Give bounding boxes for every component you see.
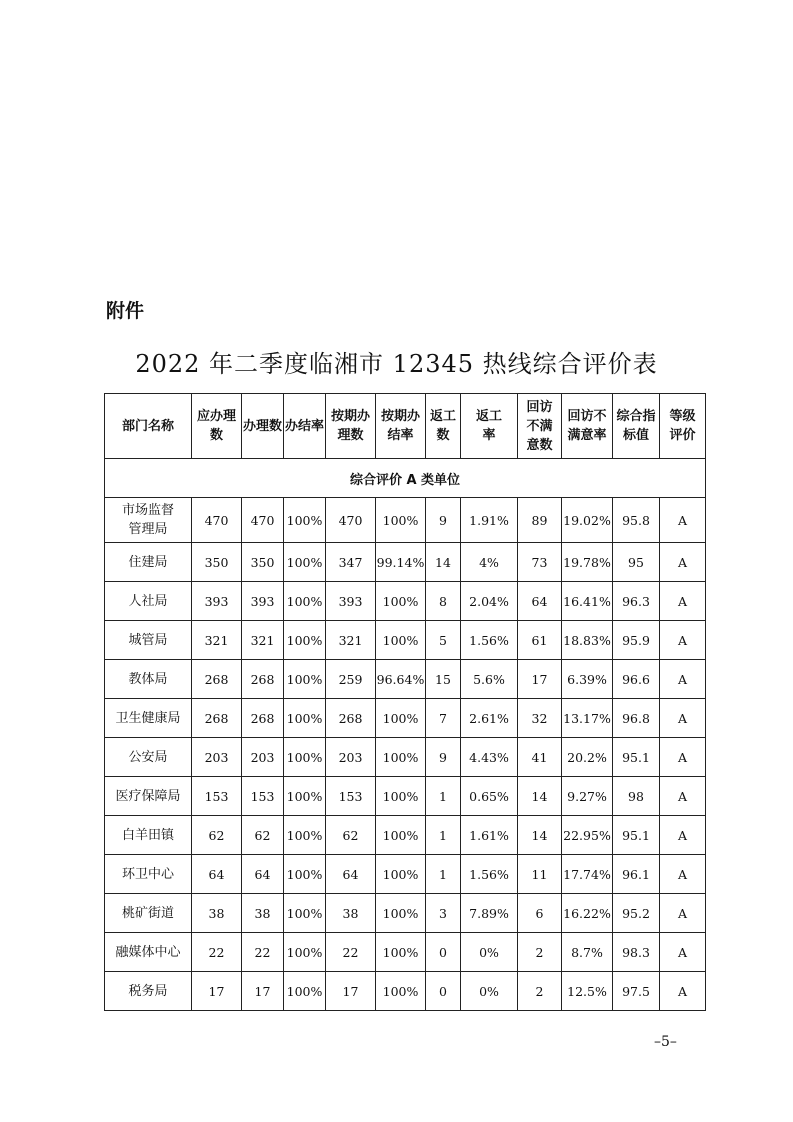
- table-row: [105, 621, 706, 660]
- table-cell: 98.3: [613, 933, 660, 972]
- table-row: [105, 498, 706, 543]
- column-header: 返工 数: [426, 394, 461, 459]
- table-cell: 0%: [461, 933, 518, 972]
- table-cell: A: [660, 543, 706, 582]
- table-cell: 100%: [284, 699, 326, 738]
- table-cell: 22: [326, 933, 376, 972]
- table-cell: 153: [192, 777, 242, 816]
- table-cell: 0: [426, 933, 461, 972]
- table-cell: 321: [192, 621, 242, 660]
- table-cell: 19.02%: [562, 498, 613, 543]
- table-cell: 41: [518, 738, 562, 777]
- table-cell: 1: [426, 855, 461, 894]
- table-cell: 347: [326, 543, 376, 582]
- table-row: [105, 699, 706, 738]
- section-label: 综合评价 A 类单位: [105, 459, 706, 498]
- table-cell: 96.6: [613, 660, 660, 699]
- table-cell: 8.7%: [562, 933, 613, 972]
- table-cell: 100%: [376, 582, 426, 621]
- table-cell: 19.78%: [562, 543, 613, 582]
- table-cell: 100%: [284, 855, 326, 894]
- table-cell: 0: [426, 972, 461, 1011]
- table-cell: 100%: [284, 816, 326, 855]
- table-cell: 38: [242, 894, 284, 933]
- table-cell: 38: [192, 894, 242, 933]
- table-cell: A: [660, 738, 706, 777]
- table-cell: 100%: [284, 660, 326, 699]
- department-name-cell: 教体局: [105, 660, 192, 699]
- page-number: –5–: [654, 1034, 677, 1050]
- table-row: [105, 777, 706, 816]
- department-name-cell: 税务局: [105, 972, 192, 1011]
- table-cell: 100%: [376, 855, 426, 894]
- department-name-cell: 市场监督 管理局: [105, 498, 192, 543]
- table-cell: 64: [192, 855, 242, 894]
- table-cell: 100%: [284, 738, 326, 777]
- table-cell: A: [660, 582, 706, 621]
- document-title: 2022 年二季度临湘市 12345 热线综合评价表: [135, 350, 658, 378]
- table-body: [105, 459, 706, 1011]
- table-cell: A: [660, 894, 706, 933]
- table-cell: 7: [426, 699, 461, 738]
- table-cell: 100%: [376, 933, 426, 972]
- table-cell: 14: [426, 543, 461, 582]
- table-cell: 321: [242, 621, 284, 660]
- table-cell: 2.61%: [461, 699, 518, 738]
- table-cell: 268: [192, 660, 242, 699]
- department-name-cell: 卫生健康局: [105, 699, 192, 738]
- table-cell: 97.5: [613, 972, 660, 1011]
- table-cell: 38: [326, 894, 376, 933]
- table-cell: A: [660, 498, 706, 543]
- table-cell: 3: [426, 894, 461, 933]
- table-cell: A: [660, 855, 706, 894]
- table-cell: 2.04%: [461, 582, 518, 621]
- table-cell: 393: [326, 582, 376, 621]
- table-cell: 14: [518, 816, 562, 855]
- evaluation-table: [104, 393, 706, 1011]
- table-cell: 9: [426, 498, 461, 543]
- table-cell: 62: [326, 816, 376, 855]
- table-cell: 1: [426, 777, 461, 816]
- table-cell: 1.56%: [461, 855, 518, 894]
- table-row: [105, 543, 706, 582]
- column-header: 回访 不满 意数: [518, 394, 562, 459]
- department-name-cell: 环卫中心: [105, 855, 192, 894]
- table-cell: 100%: [284, 972, 326, 1011]
- table-cell: 393: [242, 582, 284, 621]
- table-cell: 100%: [376, 498, 426, 543]
- table-cell: 153: [242, 777, 284, 816]
- column-header: 按期办 理数: [326, 394, 376, 459]
- table-cell: 98: [613, 777, 660, 816]
- table-cell: 259: [326, 660, 376, 699]
- table-row: [105, 582, 706, 621]
- department-name-cell: 公安局: [105, 738, 192, 777]
- table-cell: 95.8: [613, 498, 660, 543]
- table-cell: 17: [192, 972, 242, 1011]
- table-cell: 203: [326, 738, 376, 777]
- table-cell: 5.6%: [461, 660, 518, 699]
- table-cell: 61: [518, 621, 562, 660]
- table-cell: 100%: [376, 894, 426, 933]
- table-cell: 393: [192, 582, 242, 621]
- table-cell: 2: [518, 933, 562, 972]
- table-cell: 4%: [461, 543, 518, 582]
- table-cell: 268: [242, 699, 284, 738]
- table-cell: 99.14%: [376, 543, 426, 582]
- table-cell: 100%: [284, 621, 326, 660]
- table-cell: 96.3: [613, 582, 660, 621]
- column-header: 等级 评价: [660, 394, 706, 459]
- table-cell: 95.1: [613, 816, 660, 855]
- table-cell: 17.74%: [562, 855, 613, 894]
- table-cell: 100%: [376, 699, 426, 738]
- table-cell: A: [660, 933, 706, 972]
- table-header-row: [105, 394, 706, 459]
- table-cell: 89: [518, 498, 562, 543]
- table-cell: 321: [326, 621, 376, 660]
- column-header: 办结率: [284, 394, 326, 459]
- table-cell: 64: [518, 582, 562, 621]
- table-cell: 7.89%: [461, 894, 518, 933]
- table-cell: 1.61%: [461, 816, 518, 855]
- table-cell: 9.27%: [562, 777, 613, 816]
- table-row: [105, 816, 706, 855]
- table-cell: A: [660, 972, 706, 1011]
- table-cell: 11: [518, 855, 562, 894]
- table-cell: 64: [242, 855, 284, 894]
- table-cell: 16.22%: [562, 894, 613, 933]
- department-name-cell: 桃矿街道: [105, 894, 192, 933]
- table-cell: 100%: [284, 543, 326, 582]
- table-cell: 203: [242, 738, 284, 777]
- table-cell: 64: [326, 855, 376, 894]
- column-header: 返工 率: [461, 394, 518, 459]
- table-cell: 268: [326, 699, 376, 738]
- table-row: [105, 855, 706, 894]
- table-cell: A: [660, 777, 706, 816]
- table-cell: 470: [242, 498, 284, 543]
- table-cell: 22.95%: [562, 816, 613, 855]
- department-name-cell: 住建局: [105, 543, 192, 582]
- table-cell: 73: [518, 543, 562, 582]
- table-cell: A: [660, 816, 706, 855]
- table-row: [105, 933, 706, 972]
- table-cell: 100%: [376, 816, 426, 855]
- table-cell: 100%: [376, 738, 426, 777]
- table-cell: A: [660, 621, 706, 660]
- table-cell: 1: [426, 816, 461, 855]
- table-cell: 268: [192, 699, 242, 738]
- table-cell: 22: [192, 933, 242, 972]
- table-cell: 4.43%: [461, 738, 518, 777]
- table-cell: 1.56%: [461, 621, 518, 660]
- table-cell: 95: [613, 543, 660, 582]
- table-cell: 20.2%: [562, 738, 613, 777]
- table-cell: 470: [326, 498, 376, 543]
- table-cell: 100%: [376, 777, 426, 816]
- table-cell: 350: [192, 543, 242, 582]
- table-cell: 153: [326, 777, 376, 816]
- table-cell: 17: [326, 972, 376, 1011]
- table-row: [105, 894, 706, 933]
- table-cell: 32: [518, 699, 562, 738]
- table-cell: 8: [426, 582, 461, 621]
- table-cell: 203: [192, 738, 242, 777]
- column-header: 综合指 标值: [613, 394, 660, 459]
- table-cell: 100%: [284, 894, 326, 933]
- table-row: [105, 738, 706, 777]
- table-cell: 2: [518, 972, 562, 1011]
- table-cell: 268: [242, 660, 284, 699]
- table-cell: 9: [426, 738, 461, 777]
- attachment-label: 附件: [106, 300, 145, 322]
- column-header: 部门名称: [105, 394, 192, 459]
- table-cell: 18.83%: [562, 621, 613, 660]
- table-cell: 6: [518, 894, 562, 933]
- table-row: [105, 972, 706, 1011]
- table-cell: 350: [242, 543, 284, 582]
- table-cell: 100%: [284, 582, 326, 621]
- table-cell: 96.64%: [376, 660, 426, 699]
- table-cell: 62: [242, 816, 284, 855]
- section-row: [105, 459, 706, 498]
- table-cell: 0%: [461, 972, 518, 1011]
- table-cell: 100%: [284, 933, 326, 972]
- table-cell: 95.1: [613, 738, 660, 777]
- table-cell: 100%: [284, 498, 326, 543]
- table-cell: 13.17%: [562, 699, 613, 738]
- department-name-cell: 人社局: [105, 582, 192, 621]
- table-cell: 17: [242, 972, 284, 1011]
- table-cell: 22: [242, 933, 284, 972]
- column-header: 回访不 满意率: [562, 394, 613, 459]
- table-cell: 14: [518, 777, 562, 816]
- table-cell: A: [660, 699, 706, 738]
- table-cell: 17: [518, 660, 562, 699]
- table-row: [105, 660, 706, 699]
- department-name-cell: 融媒体中心: [105, 933, 192, 972]
- department-name-cell: 城管局: [105, 621, 192, 660]
- table-cell: 5: [426, 621, 461, 660]
- table-cell: 0.65%: [461, 777, 518, 816]
- table-cell: 16.41%: [562, 582, 613, 621]
- department-name-cell: 医疗保障局: [105, 777, 192, 816]
- department-name-cell: 白羊田镇: [105, 816, 192, 855]
- table-cell: 95.9: [613, 621, 660, 660]
- column-header: 按期办 结率: [376, 394, 426, 459]
- table-cell: 100%: [376, 972, 426, 1011]
- table-cell: 1.91%: [461, 498, 518, 543]
- table-cell: 100%: [376, 621, 426, 660]
- column-header: 应办理 数: [192, 394, 242, 459]
- table-cell: 62: [192, 816, 242, 855]
- table-cell: 6.39%: [562, 660, 613, 699]
- column-header: 办理数: [242, 394, 284, 459]
- table-cell: 96.1: [613, 855, 660, 894]
- table-cell: 100%: [284, 777, 326, 816]
- table-cell: 95.2: [613, 894, 660, 933]
- table-cell: 96.8: [613, 699, 660, 738]
- table-cell: 470: [192, 498, 242, 543]
- table-cell: A: [660, 660, 706, 699]
- table-cell: 15: [426, 660, 461, 699]
- table-cell: 12.5%: [562, 972, 613, 1011]
